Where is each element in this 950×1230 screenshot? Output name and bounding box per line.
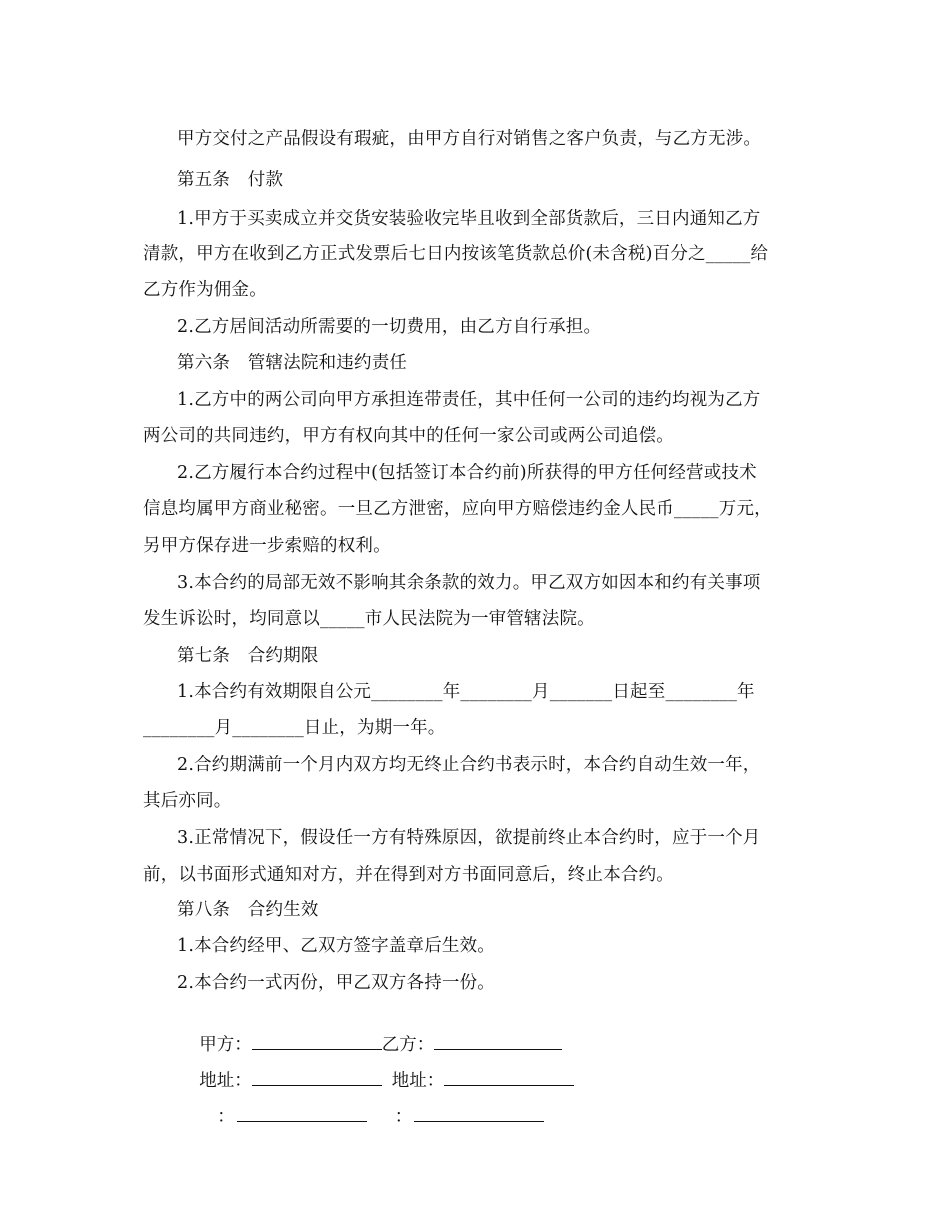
extra-b-label: ： — [394, 1107, 413, 1127]
text-line: 1.乙方中的两公司向甲方承担连带责任，其中任何一公司的违约均视为乙方 — [177, 390, 761, 410]
text-line: 3.本合约的局部无效不影响其余条款的效力。甲乙双方如因本和约有关事项 — [177, 573, 761, 593]
section-heading: 第八条 合约生效 — [177, 900, 319, 920]
text-line: 另甲方保存进一步索赔的权利。 — [143, 536, 391, 556]
extra-b-blank — [414, 1103, 544, 1122]
text-line: 1.本合约有效期限自公元________年________月_______日起至________年 — [177, 682, 755, 702]
text-line: 两公司的共同违约，甲方有权向其中的任何一家公司或两公司追偿。 — [143, 426, 674, 446]
text-line: 信息均属甲方商业秘密。一旦乙方泄密，应向甲方赔偿违约金人民币_____万元， — [143, 499, 772, 519]
text-line: 其后亦同。 — [143, 791, 232, 811]
text-line: 2.乙方履行本合约过程中(包括签订本合约前)所获得的甲方任何经营或技术 — [177, 463, 757, 483]
party-b-label: 乙方： — [381, 1035, 435, 1055]
text-line: 1.本合约经甲、乙双方签字盖章后生效。 — [177, 936, 495, 956]
address-a-label: 地址： — [199, 1071, 252, 1091]
extra-a-label: ： — [217, 1107, 235, 1127]
text-line: 前，以书面形式通知对方，并在得到对方书面同意后，终止本合约。 — [143, 865, 674, 885]
text-line: 2.本合约一式丙份，甲乙双方各持一份。 — [177, 973, 495, 993]
text-line: ________月________日止，为期一年。 — [143, 718, 446, 738]
extra-a-blank — [237, 1103, 367, 1122]
text-line: 1.甲方于买卖成立并交货安装验收完毕且收到全部货款后，三日内通知乙方 — [177, 209, 761, 229]
text-line: 清款，甲方在收到乙方正式发票后七日内按该笔货款总价(未含税)百分之_____给 — [143, 244, 769, 264]
text-line: 甲方交付之产品假设有瑕疵，由甲方自行对销售之客户负责，与乙方无涉。 — [177, 129, 762, 149]
text-line: 发生诉讼时，均同意以_____市人民法院为一审管辖法院。 — [143, 609, 595, 629]
signature-row-extra — [195, 1081, 544, 1150]
address-b-label: 地址： — [391, 1071, 445, 1091]
text-line: 2.合约期满前一个月内双方均无终止合约书表示时，本合约自动生效一年， — [177, 755, 761, 775]
section-heading: 第六条 管辖法院和违约责任 — [177, 353, 408, 373]
text-line: 乙方作为佣金。 — [143, 280, 267, 300]
text-line: 2.乙方居间活动所需要的一切费用，由乙方自行承担。 — [177, 317, 602, 337]
section-heading: 第五条 付款 — [177, 170, 284, 190]
text-line: 3.正常情况下，假设任一方有特殊原因，欲提前终止本合约时，应于一个月 — [177, 828, 761, 848]
section-heading: 第七条 合约期限 — [177, 646, 319, 666]
party-a-label: 甲方： — [199, 1035, 252, 1055]
